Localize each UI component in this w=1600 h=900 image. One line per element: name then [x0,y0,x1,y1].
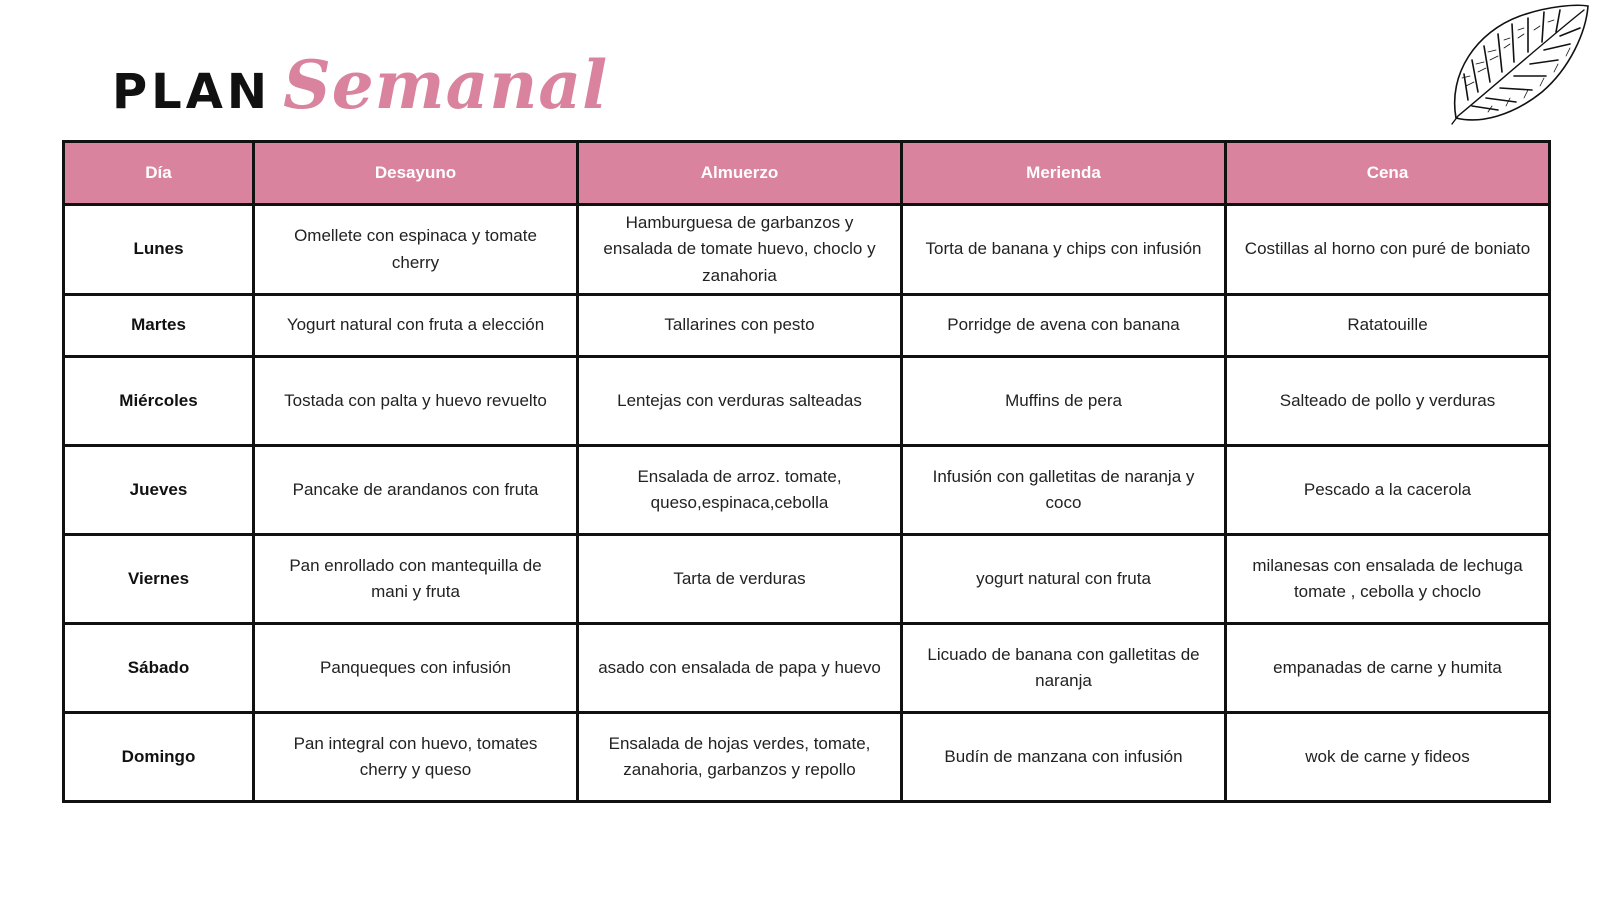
merienda-cell: Muffins de pera [902,357,1226,446]
day-cell: Jueves [64,446,254,535]
almuerzo-cell: Hamburguesa de garbanzos y ensalada de tomate huevo, choclo y zanahoria [578,205,902,295]
header-merienda: Merienda [902,142,1226,205]
day-cell: Viernes [64,535,254,624]
table-row [64,446,1550,535]
desayuno-cell: Pancake de arandanos con fruta [254,446,578,535]
cena-cell: Salteado de pollo y verduras [1226,357,1550,446]
almuerzo-cell: Ensalada de hojas verdes, tomate, zanahoria, garbanzos y repollo [578,713,902,802]
merienda-cell: Budín de manzana con infusión [902,713,1226,802]
merienda-cell: Infusión con galletitas de naranja y coco [902,446,1226,535]
merienda-cell: Torta de banana y chips con infusión [902,205,1226,295]
table-row [64,713,1550,802]
header-almuerzo: Almuerzo [578,142,902,205]
header-row [64,142,1550,205]
header-desayuno: Desayuno [254,142,578,205]
day-cell: Domingo [64,713,254,802]
day-cell: Miércoles [64,357,254,446]
table-row [64,357,1550,446]
desayuno-cell: Yogurt natural con fruta a elección [254,295,578,357]
header-cena: Cena [1226,142,1550,205]
cena-cell: Pescado a la cacerola [1226,446,1550,535]
title-semanal: Semanal [283,46,609,124]
table-row [64,624,1550,713]
almuerzo-cell: Ensalada de arroz. tomate, queso,espinaca,cebolla [578,446,902,535]
merienda-cell: yogurt natural con fruta [902,535,1226,624]
cena-cell: milanesas con ensalada de lechuga tomate , cebolla y choclo [1226,535,1550,624]
desayuno-cell: Panqueques con infusión [254,624,578,713]
merienda-cell: Porridge de avena con banana [902,295,1226,357]
leaf-icon [1448,2,1592,128]
day-cell: Martes [64,295,254,357]
cena-cell: Ratatouille [1226,295,1550,357]
page-title [112,38,608,128]
table-row [64,295,1550,357]
day-cell: Sábado [64,624,254,713]
title-plan: PLAN [112,64,272,120]
meal-plan-table [62,140,1551,803]
desayuno-cell: Tostada con palta y huevo revuelto [254,357,578,446]
desayuno-cell: Omellete con espinaca y tomate cherry [254,205,578,295]
merienda-cell: Licuado de banana con galletitas de naranja [902,624,1226,713]
header-dia: Día [64,142,254,205]
day-cell: Lunes [64,205,254,295]
cena-cell: empanadas de carne y humita [1226,624,1550,713]
table-row [64,205,1550,295]
cena-cell: wok de carne y fideos [1226,713,1550,802]
almuerzo-cell: Tallarines con pesto [578,295,902,357]
almuerzo-cell: Tarta de verduras [578,535,902,624]
almuerzo-cell: asado con ensalada de papa y huevo [578,624,902,713]
desayuno-cell: Pan enrollado con mantequilla de mani y fruta [254,535,578,624]
desayuno-cell: Pan integral con huevo, tomates cherry y queso [254,713,578,802]
cena-cell: Costillas al horno con puré de boniato [1226,205,1550,295]
table-row [64,535,1550,624]
almuerzo-cell: Lentejas con verduras salteadas [578,357,902,446]
